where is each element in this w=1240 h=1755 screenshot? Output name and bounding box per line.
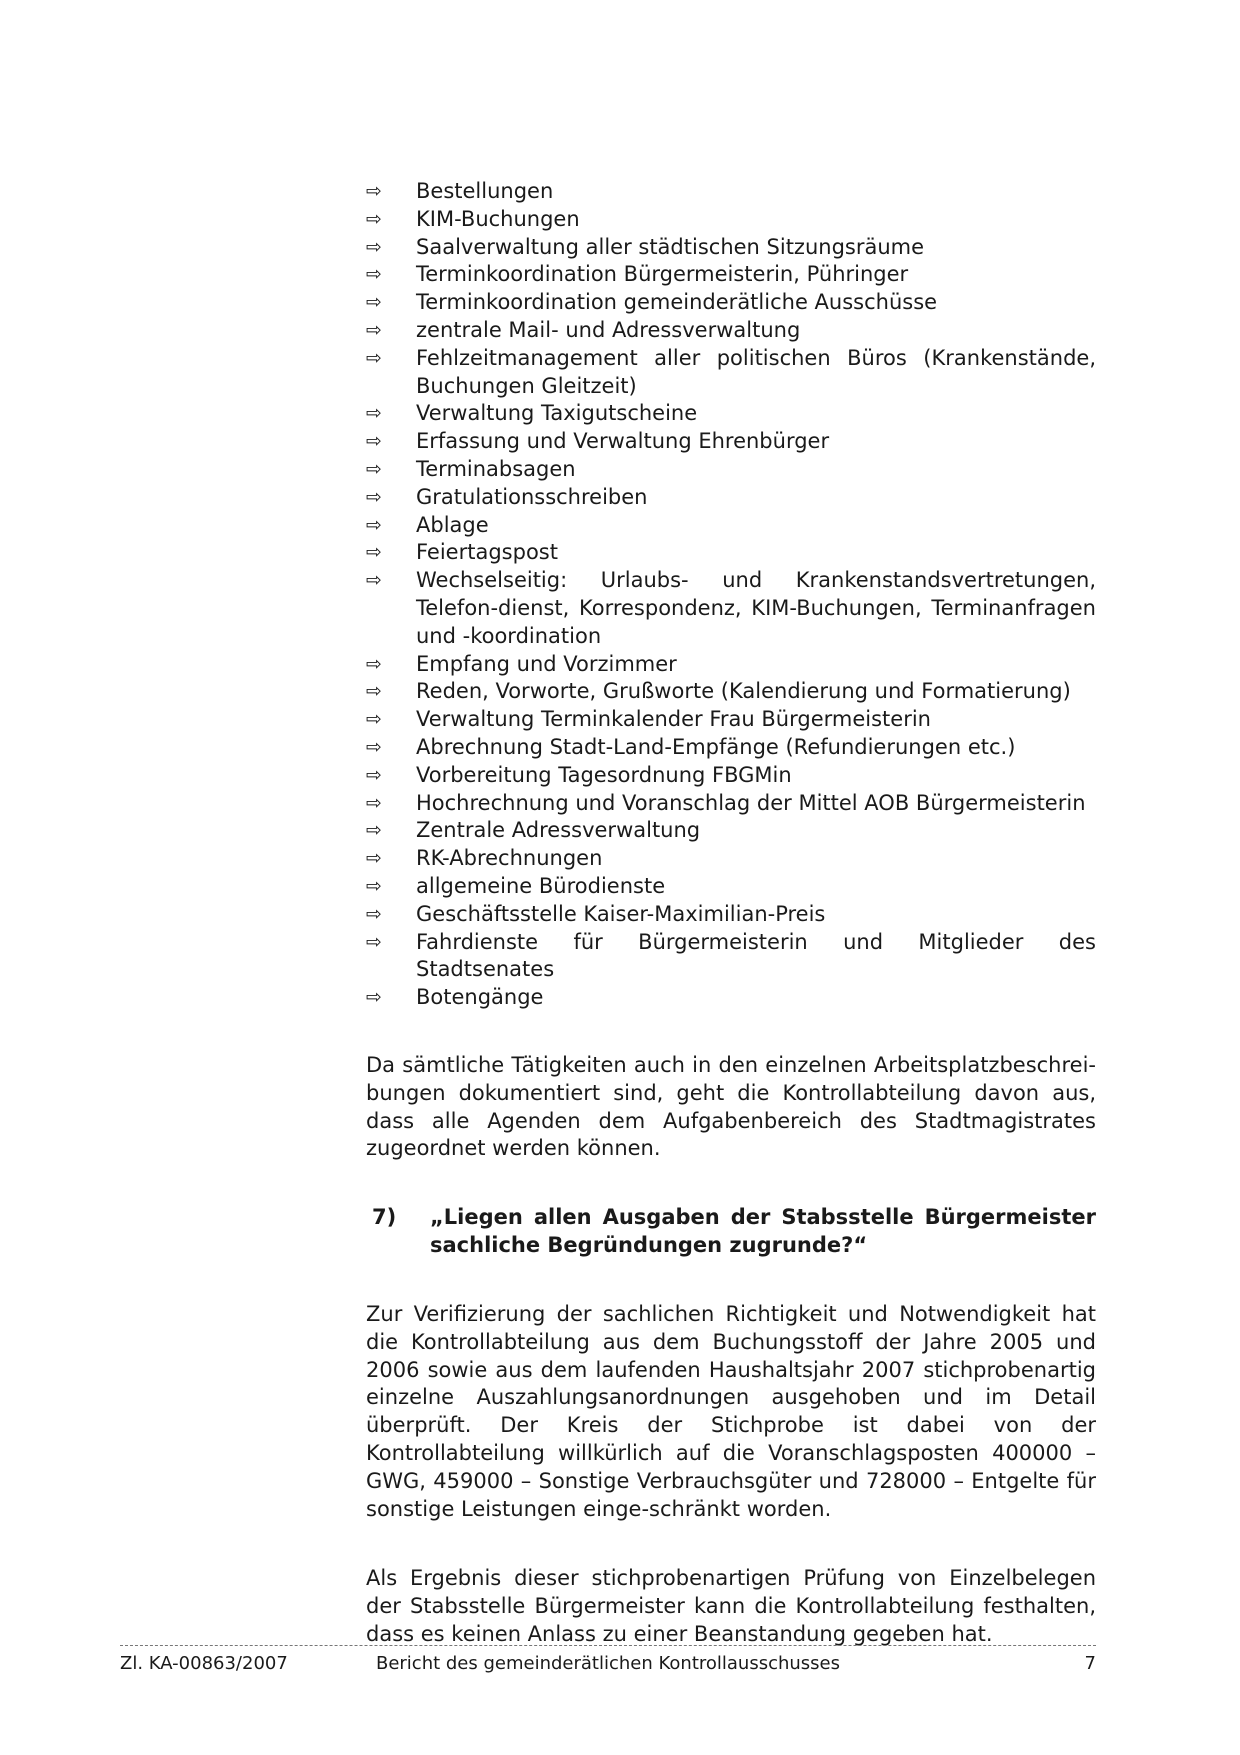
- task-list: [366, 178, 1096, 1012]
- footer-report-title: Bericht des gemeinderätlichen Kontrollausschusses: [375, 1653, 841, 1674]
- list-item: [366, 289, 1096, 317]
- list-item: [366, 178, 1096, 206]
- list-item-text: Terminabsagen: [416, 456, 576, 481]
- footer-reference: Zl. KA-00863/2007: [120, 1653, 288, 1674]
- list-item-text: Bestellungen: [416, 179, 554, 203]
- arrow-right-icon: ⇨: [366, 874, 382, 897]
- list-item: [366, 706, 1096, 734]
- arrow-right-icon: ⇨: [366, 235, 382, 258]
- list-item-text: Wechselseitig: Urlaubs- und Krankenstandsvertretungen, Telefon-dienst, Korrespondenz, KIM-Buchungen, Terminanfragen und -koordination: [416, 568, 1096, 648]
- arrow-right-icon: ⇨: [366, 847, 382, 870]
- list-item-text: Botengänge: [416, 985, 544, 1010]
- list-item-text: Reden, Vorworte, Grußworte (Kalendierung und Formatierung): [416, 679, 1071, 704]
- list-item-text: allgemeine Bürodienste: [416, 873, 666, 898]
- list-item-text: Verwaltung Taxigutscheine: [416, 401, 698, 426]
- arrow-right-icon: ⇨: [366, 207, 382, 230]
- list-item: [366, 345, 1096, 401]
- arrow-right-icon: ⇨: [366, 763, 382, 786]
- list-item: [366, 678, 1096, 706]
- list-item: [366, 400, 1096, 428]
- list-item-text: Verwaltung Terminkalender Frau Bürgermeisterin: [416, 707, 931, 732]
- list-item-text: Fahrdienste für Bürgermeisterin und Mitglieder des Stadtsenates: [416, 929, 1096, 982]
- list-item-text: Terminkoordination Bürgermeisterin, Pühringer: [416, 262, 909, 287]
- list-item-text: Geschäftsstelle Kaiser-Maximilian-Preis: [416, 901, 826, 926]
- list-item-text: KIM-Buchungen: [416, 206, 580, 231]
- page-footer: [120, 1653, 1096, 1675]
- arrow-right-icon: ⇨: [366, 902, 382, 925]
- list-item-text: Fehlzeitmanagement aller politischen Büros (Krankenstände, Buchungen Gleitzeit): [416, 345, 1096, 398]
- list-item: [366, 790, 1096, 818]
- arrow-right-icon: ⇨: [366, 986, 382, 1009]
- paragraph-verifizierung: Zur Verifizierung der sachlichen Richtigkeit und Notwendigkeit hat die Kontrollabteilung aus dem Buchungsstoff der Jahre 2005 und 2006 sowie aus dem laufenden Haushaltsjahr 2007 stichprobenartig einzelne Auszahlungsanordnungen ausgehoben und im Detail überprüft. Der Kreis der Stichprobe ist dabei von der Kontrollabteilung willkürlich auf die Voranschlagsposten 400000 – GWG, 459000 – Sonstige Verbrauchsgüter und 728000 – Entgelte für sonstige Leistungen einge-schränkt worden.: [366, 1302, 1096, 1521]
- list-item-text: Hochrechnung und Voranschlag der Mittel AOB Bürgermeisterin: [416, 790, 1086, 815]
- list-item-text: Terminkoordination gemeinderätliche Ausschüsse: [416, 290, 938, 315]
- section-number: 7): [372, 1205, 397, 1230]
- list-item: [366, 845, 1096, 873]
- list-item: [366, 317, 1096, 345]
- list-item-text: Saalverwaltung aller städtischen Sitzungsräume: [416, 234, 925, 259]
- arrow-right-icon: ⇨: [366, 346, 382, 369]
- arrow-right-icon: ⇨: [366, 680, 382, 703]
- list-item-text: Zentrale Adressverwaltung: [416, 818, 701, 843]
- footer-divider: [120, 1645, 1096, 1646]
- arrow-right-icon: ⇨: [366, 708, 382, 731]
- list-item: [366, 206, 1096, 234]
- arrow-right-icon: ⇨: [366, 541, 382, 564]
- list-item: [366, 901, 1096, 929]
- list-item: [366, 734, 1096, 762]
- list-item: [366, 512, 1096, 540]
- list-item: [366, 261, 1096, 289]
- section-heading-7: [366, 1203, 1096, 1259]
- page-content: [366, 178, 1096, 1649]
- arrow-right-icon: ⇨: [366, 263, 382, 286]
- arrow-right-icon: ⇨: [366, 569, 382, 592]
- list-item-text: RK-Abrechnungen: [416, 846, 603, 871]
- arrow-right-icon: ⇨: [366, 819, 382, 842]
- list-item: [366, 234, 1096, 262]
- page-number: 7: [1084, 1653, 1096, 1674]
- list-item-text: Empfang und Vorzimmer: [416, 651, 677, 676]
- list-item: [366, 817, 1096, 845]
- arrow-right-icon: ⇨: [366, 291, 382, 314]
- list-item-text: Vorbereitung Tagesordnung FBGMin: [416, 762, 792, 787]
- list-item: [366, 484, 1096, 512]
- list-item-text: zentrale Mail- und Adressverwaltung: [416, 317, 801, 342]
- list-item-text: Gratulationsschreiben: [416, 484, 648, 509]
- arrow-right-icon: ⇨: [366, 457, 382, 480]
- section-question: „Liegen allen Ausgaben der Stabsstelle Bürgermeister sachliche Begründungen zugrunde?“: [430, 1205, 1096, 1258]
- arrow-right-icon: ⇨: [366, 430, 382, 453]
- list-item: [366, 984, 1096, 1012]
- arrow-right-icon: ⇨: [366, 930, 382, 953]
- list-item: [366, 651, 1096, 679]
- arrow-right-icon: ⇨: [366, 318, 382, 341]
- list-item: [366, 539, 1096, 567]
- list-item-text: Ablage: [416, 512, 489, 537]
- arrow-right-icon: ⇨: [366, 652, 382, 675]
- list-item: [366, 567, 1096, 650]
- paragraph-agenden: Da sämtliche Tätigkeiten auch in den einzelnen Arbeitsplatzbeschrei-bungen dokumentiert sind, geht die Kontrollabteilung davon aus, dass alle Agenden dem Aufgabenbereich des Stadtmagistrates zugeordnet werden können.: [366, 1052, 1096, 1161]
- arrow-right-icon: ⇨: [366, 513, 382, 536]
- paragraph-ergebnis: Als Ergebnis dieser stichprobenartigen Prüfung von Einzelbelegen der Stabsstelle Bürgermeister kann die Kontrollabteilung festhalten, dass es keinen Anlass zu einer Beanstandung gegeben hat.: [366, 1566, 1096, 1647]
- arrow-right-icon: ⇨: [366, 791, 382, 814]
- list-item: [366, 762, 1096, 790]
- arrow-right-icon: ⇨: [366, 180, 382, 202]
- list-item-text: Feiertagspost: [416, 540, 558, 565]
- list-item: [366, 873, 1096, 901]
- arrow-right-icon: ⇨: [366, 402, 382, 425]
- list-item-text: Erfassung und Verwaltung Ehrenbürger: [416, 429, 830, 454]
- list-item-text: Abrechnung Stadt-Land-Empfänge (Refundierungen etc.): [416, 734, 1016, 759]
- list-item: [366, 428, 1096, 456]
- list-item: [366, 929, 1096, 985]
- list-item: [366, 456, 1096, 484]
- arrow-right-icon: ⇨: [366, 485, 382, 508]
- arrow-right-icon: ⇨: [366, 735, 382, 758]
